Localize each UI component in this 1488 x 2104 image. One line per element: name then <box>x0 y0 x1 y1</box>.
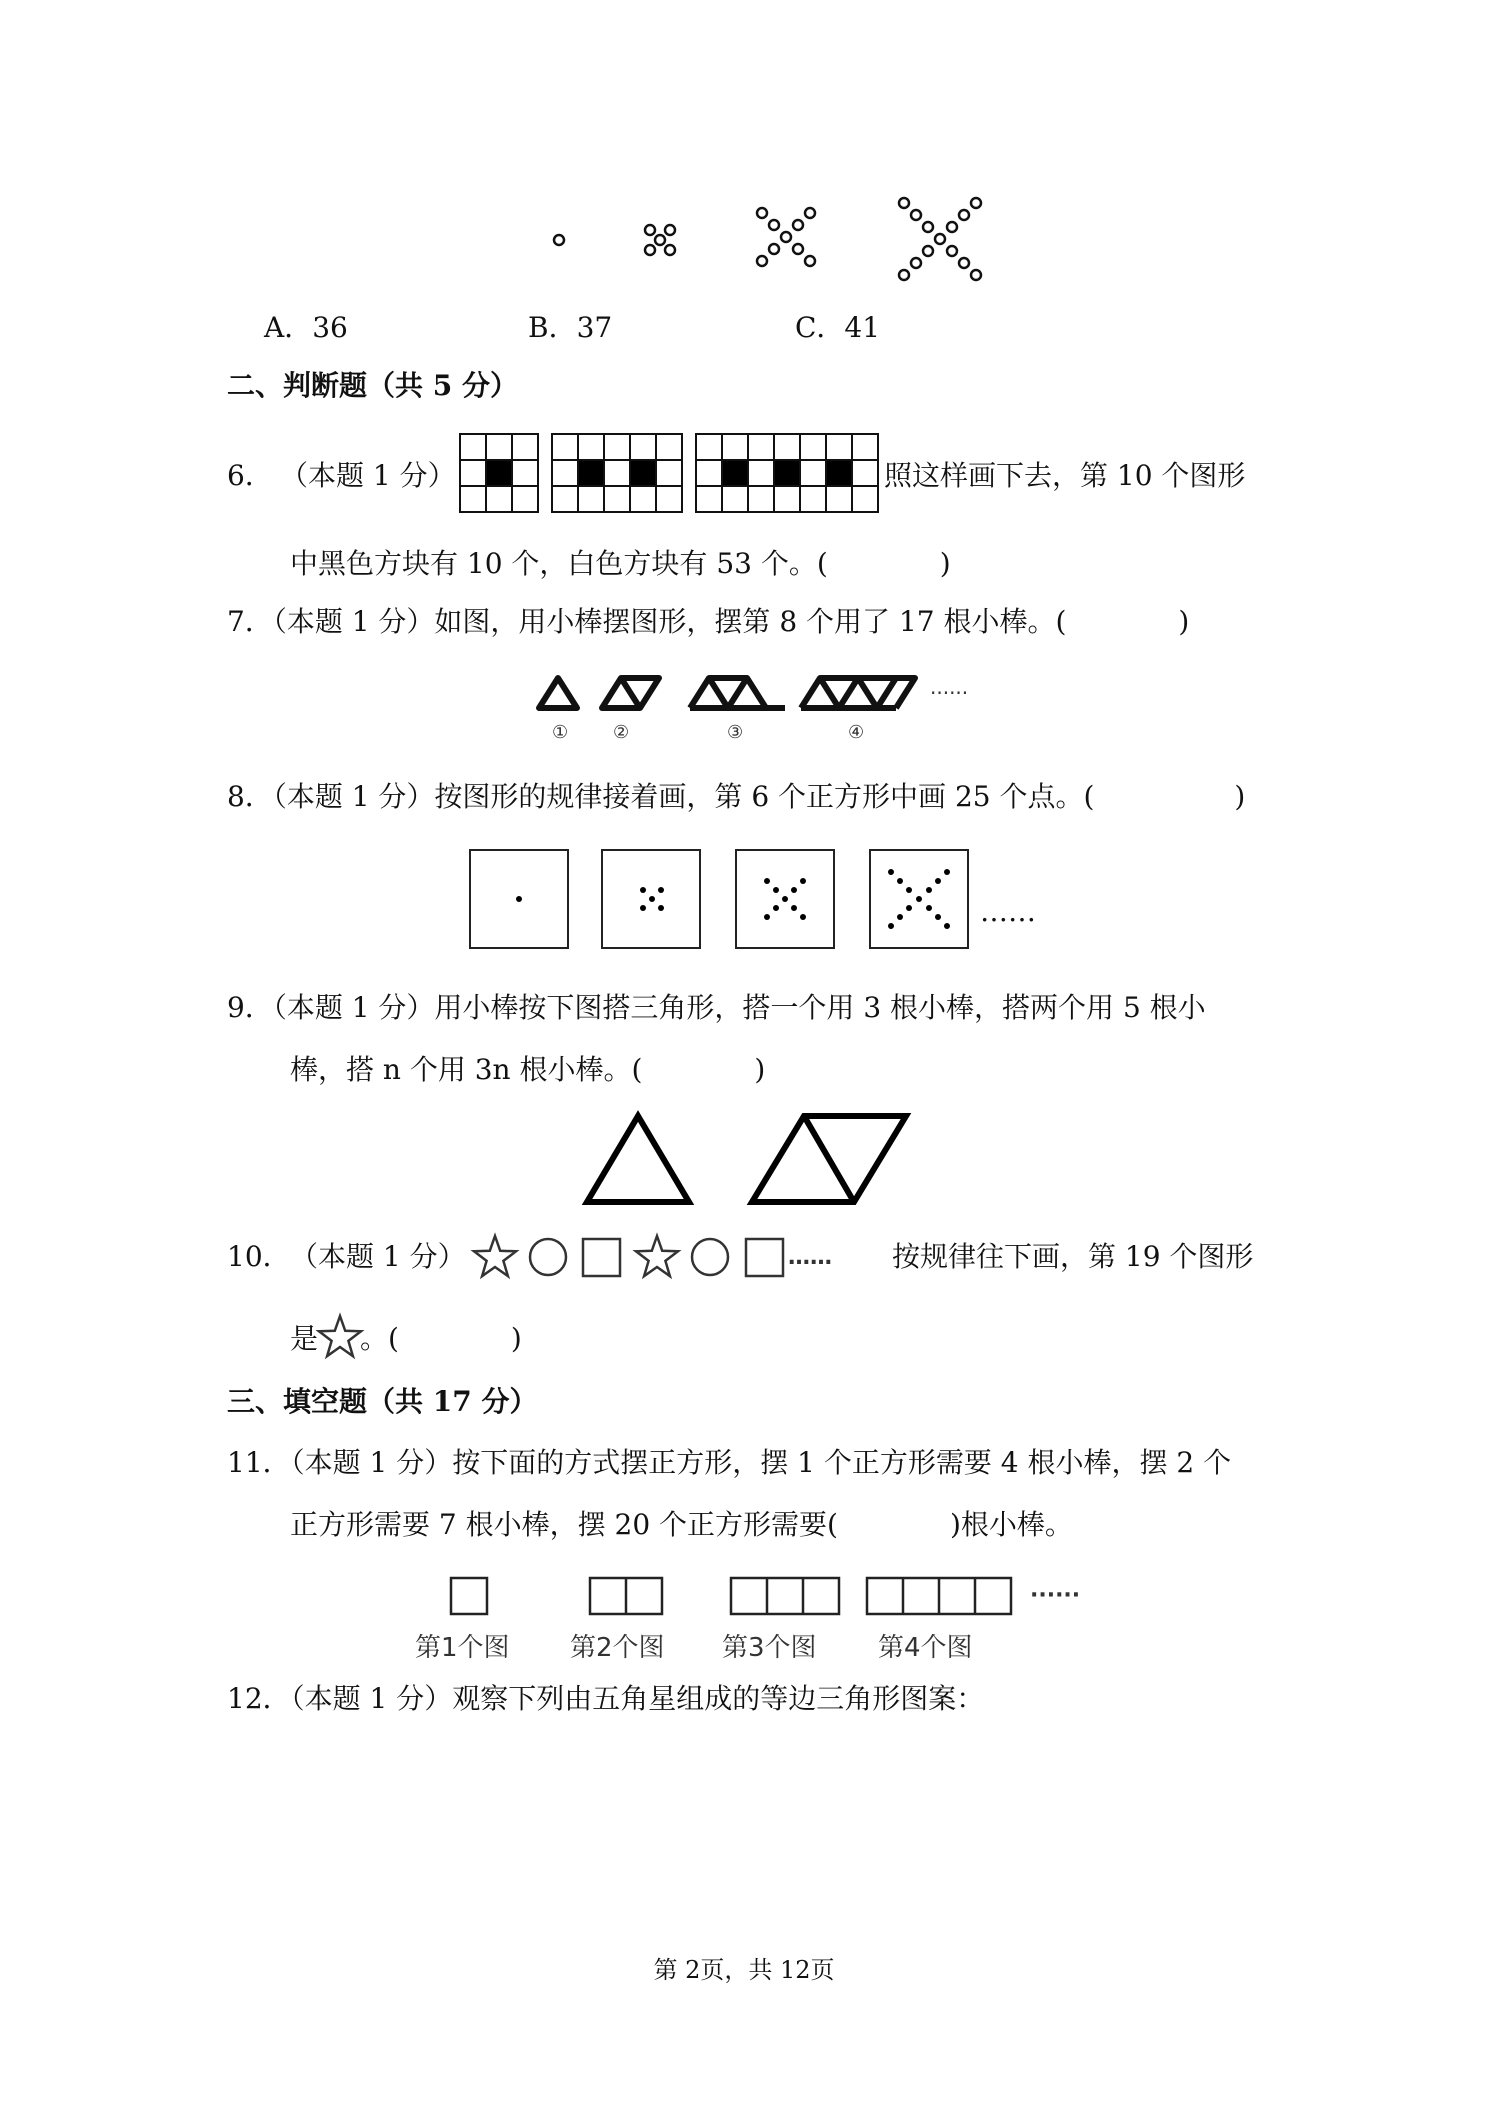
q10-shape-sequence-figure <box>0 1232 1488 1292</box>
q5-option-b[interactable]: B．37 <box>528 311 613 344</box>
caption-2: 第2个图 <box>570 1633 665 1663</box>
q10-score: （本题 1 分） <box>290 1240 466 1273</box>
q6-text-line1: 照这样画下去，第 10 个图形 <box>884 459 1246 492</box>
figure-4 <box>867 1578 1011 1614</box>
q7-stick-triangles-figure <box>0 670 1488 760</box>
caption-3: 第3个图 <box>722 1633 817 1663</box>
q12-question: 12．（本题 1 分）观察下列由五角星组成的等边三角形图案： <box>227 1682 985 1715</box>
q8-dot-squares-figure <box>0 848 1488 968</box>
circle-2 <box>692 1239 728 1275</box>
q6-grid-figure <box>0 434 1488 514</box>
q6-score: （本题 1 分） <box>280 459 456 492</box>
figure-label-4: ④ <box>848 722 865 743</box>
q9-triangles-figure <box>0 1106 1488 1236</box>
q7-question: 7．（本题 1 分）如图，用小棒摆图形，摆第 8 个用了 17 根小棒。( ) <box>227 605 1190 638</box>
pattern-1 <box>554 235 564 245</box>
two-triangles <box>752 1116 906 1202</box>
pattern-2 <box>645 225 675 255</box>
figure-label-3: ③ <box>727 722 744 743</box>
q5-option-a[interactable]: A．36 <box>264 311 348 344</box>
q5-pattern-figure <box>0 0 1488 300</box>
star-2 <box>636 1236 678 1276</box>
figure-4 <box>801 678 915 708</box>
caption-1: 第1个图 <box>415 1633 510 1663</box>
section-heading-fill: 三、填空题（共 17 分） <box>227 1385 538 1418</box>
q10-text-2a: 是 <box>290 1322 319 1355</box>
figure-3 <box>731 1578 839 1614</box>
star-1 <box>474 1236 516 1276</box>
figure-1 <box>451 1578 487 1614</box>
q10-number: 10． <box>227 1240 291 1273</box>
pattern-4 <box>899 198 981 280</box>
figure-1 <box>539 678 577 708</box>
square-2 <box>746 1239 783 1276</box>
circle-1 <box>530 1239 566 1275</box>
grid-2 <box>552 434 682 512</box>
q8-ellipsis: …… <box>980 895 1036 928</box>
square-1 <box>583 1239 620 1276</box>
pattern-3 <box>757 208 815 266</box>
one-triangle <box>587 1116 689 1202</box>
page-footer: 第 2页，共 12页 <box>653 1956 835 1984</box>
q11-squares-figure <box>0 1570 1488 1670</box>
caption-4: 第4个图 <box>878 1633 973 1663</box>
q6-number: 6． <box>227 459 273 492</box>
section-heading-judge: 二、判断题（共 5 分） <box>227 369 518 402</box>
q6-text-line2: 中黑色方块有 10 个，白色方块有 53 个。( ) <box>290 547 951 580</box>
q8-question: 8．（本题 1 分）按图形的规律接着画，第 6 个正方形中画 25 个点。( ) <box>227 780 1246 813</box>
figure-label-1: ① <box>552 722 569 743</box>
q11-ellipsis: ······ <box>1030 1583 1081 1608</box>
q11-question-line2: 正方形需要 7 根小棒，摆 20 个正方形需要( )根小棒。 <box>290 1508 1073 1541</box>
figure-2 <box>602 678 659 708</box>
q9-question-line1: 9．（本题 1 分）用小棒按下图搭三角形，搭一个用 3 根小棒，搭两个用 5 根小 <box>227 991 1206 1024</box>
figure-2 <box>590 1578 662 1614</box>
q10-text-2b: 。( ) <box>360 1322 522 1355</box>
q10-ellipsis: …… <box>788 1245 832 1270</box>
q5-option-c[interactable]: C．41 <box>795 311 881 344</box>
q11-question-line1: 11．（本题 1 分）按下面的方式摆正方形，摆 1 个正方形需要 4 根小棒，摆 2 个 <box>227 1446 1232 1479</box>
figure-3 <box>690 678 785 708</box>
q7-ellipsis: ······ <box>930 681 969 705</box>
figure-label-2: ② <box>613 722 630 743</box>
q10-text-line1: 按规律往下画，第 19 个图形 <box>892 1240 1254 1273</box>
q9-question-line2: 棒，搭 n 个用 3n 根小棒。( ) <box>290 1053 766 1086</box>
